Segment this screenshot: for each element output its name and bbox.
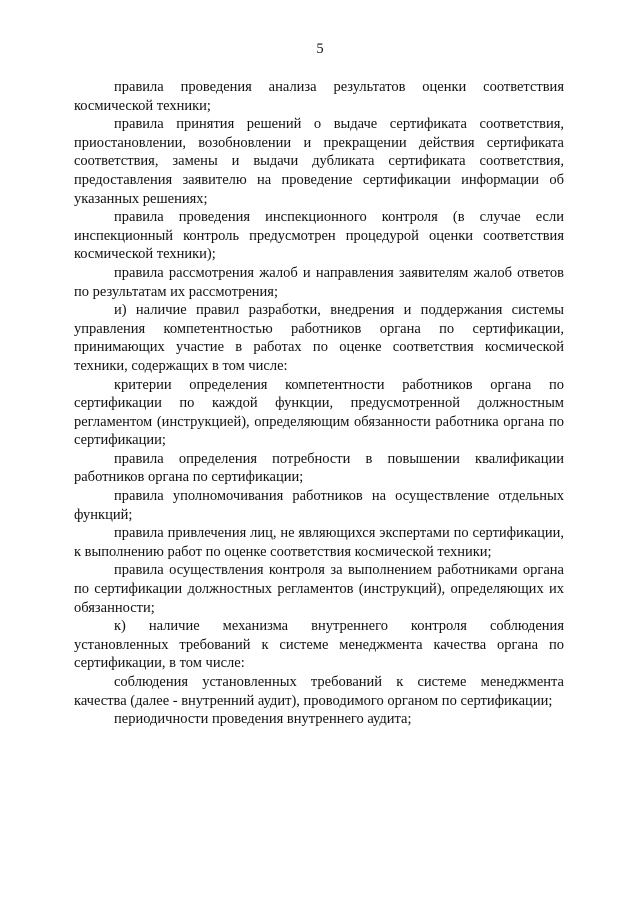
paragraph: соблюдения установленных требований к системе менеджмента качества (далее - внутренний аудит), проводимого органом по сертификации; — [74, 674, 564, 709]
paragraph: к) наличие механизма внутреннего контроля соблюдения установленных требований к системе менеджмента качества органа по сертификации, в том числе: — [74, 618, 564, 672]
paragraph: правила осуществления контроля за выполнением работниками органа по сертификации должностных регламентов (инструкций), определяющих их обязанности; — [74, 562, 564, 616]
paragraph: и) наличие правил разработки, внедрения и поддержания системы управления компетентностью работников органа по сертификации, принимающих участие в работах по оценке соответствия космической техники, содержащих в том числе: — [74, 302, 564, 374]
paragraph: правила проведения анализа результатов оценки соответствия космической техники; — [74, 79, 564, 114]
paragraph: периодичности проведения внутреннего аудита; — [114, 711, 412, 728]
paragraph: правила привлечения лиц, не являющихся экспертами по сертификации, к выполнению работ по оценке соответствия космической техники; — [74, 525, 564, 560]
paragraph: правила принятия решений о выдаче сертификата соответствия, приостановлении, возобновлении и прекращении действия сертификата соответствия, замены и выдачи дубликата сертификата соответствия, предоставления заявителю на проведение сертификации информации об указанных решениях; — [74, 116, 564, 207]
paragraph: правила определения потребности в повышении квалификации работников органа по сертификации; — [74, 450, 564, 486]
document-body — [74, 78, 564, 729]
page-number: 5 — [316, 41, 324, 57]
paragraph: критерии определения компетентности работников органа по сертификации по каждой функции, предусмотренной должностным регламентом (инструкцией), определяющим обязанности работника органа по сертификации; — [74, 376, 564, 449]
paragraph: правила рассмотрения жалоб и направления заявителям жалоб ответов по результатам их рассмотрения; — [74, 264, 564, 300]
paragraph: правила проведения инспекционного контроля (в случае если инспекционный контроль предусмотрен процедурой оценки соответствия космической техники); — [74, 209, 564, 263]
paragraph: правила уполномочивания работников на осуществление отдельных функций; — [74, 488, 564, 523]
